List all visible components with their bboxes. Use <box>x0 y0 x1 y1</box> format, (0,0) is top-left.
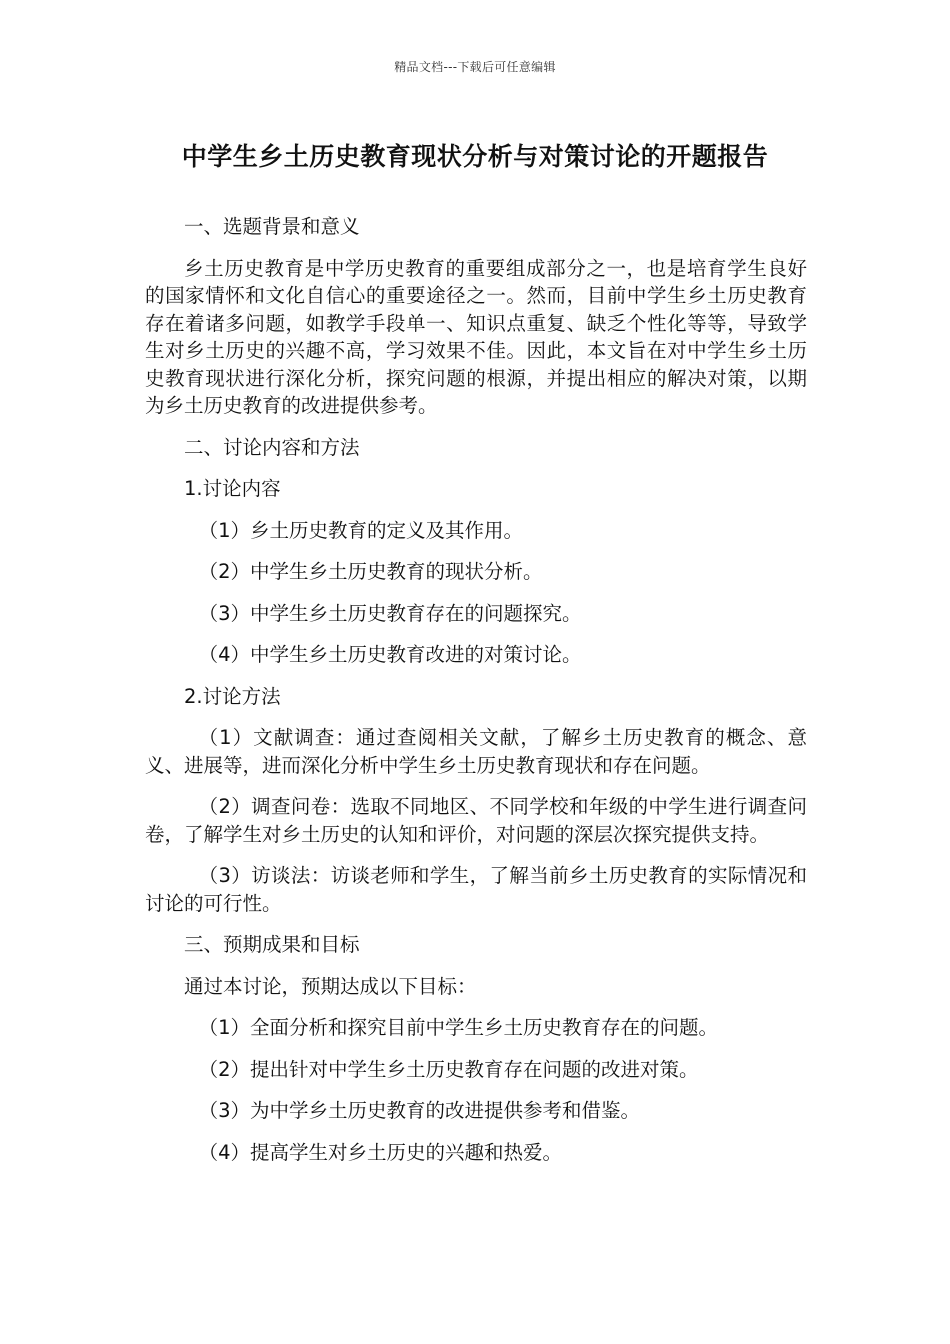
method-item: （3）访谈法：访谈老师和学生，了解当前乡土历史教育的实际情况和讨论的可行性。 <box>145 864 807 915</box>
section-heading-1: 一、选题背景和意义 <box>184 215 360 238</box>
goals-intro: 通过本讨论，预期达成以下目标： <box>184 974 477 998</box>
list-item: （3）中学生乡土历史教育存在的问题探究。 <box>198 601 582 625</box>
method-item: （1）文献调查：通过查阅相关文献，了解乡土历史教育的概念、意义、进展等，进而深化分析中学生乡土历史教育现状和存在问题。 <box>145 726 807 777</box>
method-item: （2）调查问卷：选取不同地区、不同学校和年级的中学生进行调查问卷，了解学生对乡土历史的认知和评价，对问题的深层次探究提供支持。 <box>145 795 807 846</box>
subheading-method: 2.讨论方法 <box>184 684 281 708</box>
list-item: （4）中学生乡土历史教育改进的对策讨论。 <box>198 643 582 666</box>
paragraph-background: 乡土历史教育是中学历史教育的重要组成部分之一，也是培育学生良好的国家情怀和文化自信心的重要途径之一。然而，目前中学生乡土历史教育存在着诸多问题，如教学手段单一、知识点重复、缺乏个性化等等，导致学生对乡土历史的兴趣不高，学习效果不佳。因此，本文旨在对中学生乡土历史教育现状进行深化分析，探究问题的根源，并提出相应的解决对策，以期为乡土历史教育的改进提供参考。 <box>145 256 807 417</box>
document-body <box>145 213 807 1166</box>
goal-item: （1）全面分析和探究目前中学生乡土历史教育存在的问题。 <box>198 1016 719 1039</box>
list-item: （1）乡土历史教育的定义及其作用。 <box>198 518 524 542</box>
list-item: （2）中学生乡土历史教育的现状分析。 <box>198 560 543 583</box>
goal-item: （4）提高学生对乡土历史的兴趣和热爱。 <box>198 1140 563 1164</box>
section-heading-2: 二、讨论内容和方法 <box>184 435 360 459</box>
goal-item: （2）提出针对中学生乡土历史教育存在问题的改进对策。 <box>198 1057 699 1081</box>
header-note: 精品文档---下载后可任意编辑 <box>394 60 556 74</box>
subheading-content: 1.讨论内容 <box>184 477 281 500</box>
document-title: 中学生乡土历史教育现状分析与对策讨论的开题报告 <box>181 142 769 171</box>
goal-item: （3）为中学乡土历史教育的改进提供参考和借鉴。 <box>198 1099 641 1122</box>
section-heading-3: 三、预期成果和目标 <box>184 933 360 956</box>
